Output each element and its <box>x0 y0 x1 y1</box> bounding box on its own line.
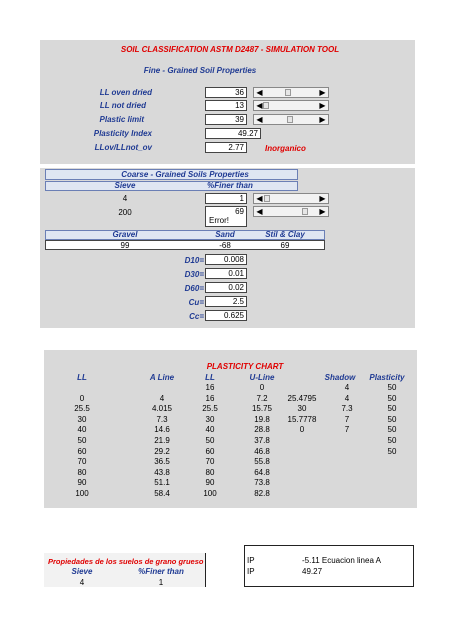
pc-cell-plasticity: 50 <box>387 383 397 392</box>
pc-cell-plasticity: 50 <box>387 446 397 456</box>
pc-cell-ll: 60 <box>77 446 87 456</box>
pc-cell-ll2: 100 <box>203 489 217 498</box>
error-box: Error! <box>205 216 247 227</box>
arrow-left-icon[interactable]: ◀ <box>256 207 263 216</box>
pc-cell-ll: 30 <box>77 414 87 424</box>
app-title: SOIL CLASSIFICATION ASTM D2487 - SIMULATION TOOL <box>120 45 340 54</box>
pc-cell-u-line: 82.8 <box>254 489 270 498</box>
ll-not-dried-scrollbar[interactable] <box>253 100 329 111</box>
pc-cell-a-line: 58.4 <box>154 489 170 498</box>
arrow-left-icon[interactable]: ◀ <box>256 88 263 97</box>
plastic-limit-scrollbar[interactable] <box>253 114 329 125</box>
bl-col-sieve: Sieve <box>71 567 93 576</box>
arrow-left-icon[interactable]: ◀ <box>256 101 263 110</box>
fine-header: Fine - Grained Soil Properties <box>143 66 257 75</box>
pc-cell-a-line: 51.1 <box>154 478 170 488</box>
fine-label-ll-not: LL not dried <box>99 101 146 110</box>
d30-field: 0.01 <box>205 268 247 279</box>
pc-cell-ll2: 80 <box>205 467 215 477</box>
pc-cell-ll2: 60 <box>205 446 215 456</box>
cu-label: Cu= <box>188 298 204 307</box>
pc-cell-plasticity: 50 <box>387 425 397 435</box>
pc-cell-ll2: 30 <box>205 414 215 424</box>
ll-not-dried-field[interactable]: 13 <box>205 100 247 111</box>
bottom-right-box <box>244 545 414 587</box>
br-value-2: 49.27 <box>302 567 323 576</box>
fractions-h-sand: Sand <box>215 230 235 239</box>
coarse-sieve-2: 200 <box>118 208 132 217</box>
pc-h-ll-2: LL <box>205 373 215 382</box>
pc-cell-ll2: 50 <box>205 436 215 445</box>
coarse-col-finer: %Finer than <box>207 181 253 190</box>
pc-cell-a-line: 4.015 <box>151 404 173 414</box>
pc-cell-shadow-b: 7.3 <box>341 404 353 414</box>
arrow-left-icon[interactable]: ◀ <box>256 194 263 203</box>
br-label-1: IP <box>247 556 255 565</box>
plasticity-title: PLASTICITY CHART <box>206 362 284 371</box>
d60-field: 0.02 <box>205 282 247 293</box>
d30-label: D30= <box>184 270 204 279</box>
pc-h-u-line: U-Line <box>249 373 275 382</box>
pc-cell-u-line: 7.2 <box>256 393 268 403</box>
pc-h-shadow: Shadow <box>324 373 356 382</box>
fraction-silt-clay: 69 <box>280 241 290 250</box>
pc-cell-shadow-b: 4 <box>344 383 350 392</box>
arrow-left-icon[interactable]: ◀ <box>256 115 263 124</box>
pc-cell-a-line: 29.2 <box>154 446 170 456</box>
pc-cell-plasticity: 50 <box>387 404 397 414</box>
pc-cell-ll2: 25.5 <box>202 404 218 414</box>
pc-cell-ll: 40 <box>77 425 87 435</box>
pc-cell-shadow-b: 7 <box>344 425 350 435</box>
arrow-right-icon[interactable]: ▶ <box>319 88 326 97</box>
pc-cell-ll: 25.5 <box>74 404 90 414</box>
pc-cell-shadow-b: 4 <box>344 393 350 403</box>
finer-200-scrollbar[interactable] <box>253 206 329 217</box>
pc-cell-ll: 100 <box>75 489 89 498</box>
finer-200-field[interactable]: 69 <box>205 206 247 217</box>
pc-cell-a-line: 36.5 <box>154 457 170 467</box>
pc-cell-u-line: 55.8 <box>254 457 270 467</box>
pc-cell-shadow-b: 7 <box>344 414 350 424</box>
plastic-limit-field[interactable]: 39 <box>205 114 247 125</box>
bl-col-finer: %Finer than <box>138 567 184 576</box>
coarse-sieve-1: 4 <box>122 194 128 203</box>
pc-cell-ll2: 16 <box>205 383 215 392</box>
pc-cell-a-line: 21.9 <box>154 436 170 445</box>
scroll-thumb[interactable] <box>302 208 308 215</box>
coarse-header: Coarse - Grained Soils Properties <box>121 170 249 179</box>
pc-cell-ll2: 16 <box>205 393 215 403</box>
cu-field: 2.5 <box>205 296 247 307</box>
pc-cell-ll: 70 <box>77 457 87 467</box>
coarse-col-sieve: Sieve <box>114 181 136 190</box>
scroll-thumb[interactable] <box>263 102 269 109</box>
pc-cell-u-line: 37.8 <box>254 436 270 445</box>
arrow-right-icon[interactable]: ▶ <box>319 207 326 216</box>
pc-cell-u-line: 46.8 <box>254 446 270 456</box>
arrow-right-icon[interactable]: ▶ <box>319 101 326 110</box>
pc-h-a-line: A Line <box>149 373 175 382</box>
pc-cell-u-line: 0 <box>259 383 265 392</box>
pc-cell-ll2: 90 <box>205 478 215 488</box>
pc-cell-a-line: 4 <box>159 393 165 403</box>
pc-cell-a-line: 14.6 <box>154 425 170 435</box>
pc-cell-shadow-a: 15.7778 <box>287 414 317 424</box>
br-value-1: -5.11 Ecuacion linea A <box>302 556 382 565</box>
pc-cell-u-line: 19.8 <box>254 414 270 424</box>
ratio-field: 2.77 <box>205 142 247 153</box>
bl-finer: 1 <box>158 578 164 587</box>
pc-cell-shadow-a: 0 <box>299 425 305 435</box>
fine-label-ll-oven: LL oven dried <box>99 88 152 97</box>
bottom-left-title: Propiedades de los suelos de grano grueso <box>48 557 204 566</box>
pc-cell-plasticity: 50 <box>387 414 397 424</box>
pc-cell-ll: 0 <box>79 393 85 403</box>
pc-cell-ll2: 40 <box>205 425 215 435</box>
pc-cell-u-line: 15.75 <box>251 404 273 414</box>
scroll-thumb[interactable] <box>264 195 270 202</box>
pc-cell-u-line: 73.8 <box>254 478 270 488</box>
cc-field: 0.625 <box>205 310 247 321</box>
scroll-thumb[interactable] <box>285 89 291 96</box>
pc-cell-ll2: 70 <box>205 457 215 467</box>
pc-cell-u-line: 28.8 <box>254 425 270 435</box>
fine-label-ratio: LLov/LLnot_ov <box>94 143 152 152</box>
scroll-thumb[interactable] <box>287 116 293 123</box>
fraction-gravel: 99 <box>120 241 130 250</box>
fine-label-plastic-limit: Plastic limit <box>99 115 144 124</box>
plasticity-index-field: 49.27 <box>205 128 261 139</box>
fractions-h-silt-clay: Stil & Clay <box>265 230 305 239</box>
bl-divider <box>205 553 206 587</box>
pc-cell-a-line: 7.3 <box>156 414 168 424</box>
d10-label: D10= <box>184 256 204 265</box>
pc-cell-a-line: 43.8 <box>154 467 170 477</box>
arrow-right-icon[interactable]: ▶ <box>319 115 326 124</box>
ll-oven-scrollbar[interactable] <box>253 87 329 98</box>
pc-h-ll-1: LL <box>77 373 87 382</box>
cc-label: Cc= <box>189 312 204 321</box>
fraction-sand: -68 <box>219 241 231 250</box>
bl-sieve: 4 <box>79 578 85 587</box>
pc-cell-ll: 90 <box>77 478 87 488</box>
pc-cell-u-line: 64.8 <box>254 467 270 477</box>
pc-cell-shadow-a: 30 <box>297 404 307 414</box>
arrow-right-icon[interactable]: ▶ <box>319 194 326 203</box>
finer-4-scrollbar[interactable] <box>253 193 329 204</box>
d10-field: 0.008 <box>205 254 247 265</box>
pc-cell-ll: 50 <box>77 436 87 445</box>
pc-cell-plasticity: 50 <box>387 393 397 403</box>
fractions-h-gravel: Gravel <box>112 230 138 239</box>
pc-cell-plasticity: 50 <box>387 436 397 445</box>
pc-cell-shadow-a: 25.4795 <box>287 393 317 403</box>
fine-label-plasticity-index: Plasticity Index <box>93 129 152 138</box>
d60-label: D60= <box>184 284 204 293</box>
fine-result: Inorganico <box>265 144 306 153</box>
finer-4-field[interactable]: 1 <box>205 193 247 204</box>
ll-oven-field[interactable]: 36 <box>205 87 247 98</box>
br-label-2: IP <box>247 567 255 576</box>
pc-h-plasticity: Plasticity <box>369 373 405 382</box>
pc-cell-ll: 80 <box>77 467 87 477</box>
